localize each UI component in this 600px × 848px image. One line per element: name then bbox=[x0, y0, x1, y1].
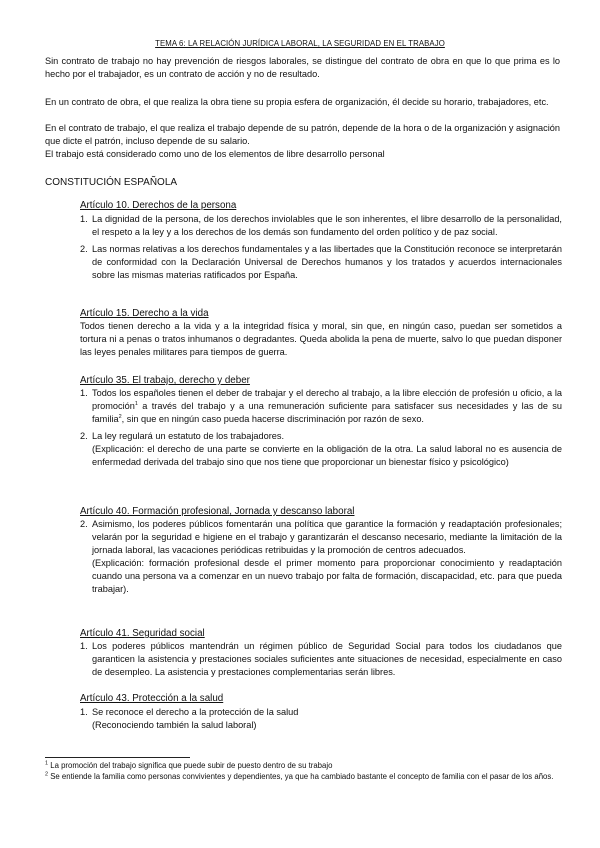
item-number: 2. bbox=[80, 244, 88, 255]
article-35-list bbox=[80, 387, 562, 474]
footnote-mark: 1 bbox=[45, 760, 49, 767]
article-10-title: Artículo 10. Derechos de la persona bbox=[80, 200, 237, 211]
list-item bbox=[80, 706, 562, 732]
article-41-list bbox=[80, 640, 562, 683]
item-number: 1. bbox=[80, 388, 88, 398]
item-number: 1. bbox=[80, 707, 88, 717]
item-text-c: , sin que en ningún caso pueda hacerse discriminación por razón de sexo. bbox=[121, 414, 424, 425]
footnote-ref-2[interactable]: 2 bbox=[118, 414, 122, 421]
intro-paragraph-2: En un contrato de obra, el que realiza la obra tiene su propia esfera de organización, él decide su horario, trabajadores, etc. bbox=[45, 97, 549, 107]
intro-paragraph-3: En el contrato de trabajo, el que realiza el trabajo depende de su patrón, depende de la hora o de la organización y asignación que dicte el patrón, incluso depende de su salario. bbox=[45, 123, 560, 147]
explanation-note: (Reconociendo también la salud laboral) bbox=[92, 720, 257, 731]
article-10-list bbox=[80, 213, 562, 286]
explanation-note: (Explicación: el derecho de una parte se convierte en la obligación de la otra. La salud laboral no es ausencia de enfermedad derivada del trabajo sino que nos tiene que proporcionar un bienestar físico y psicológico) bbox=[92, 444, 562, 468]
footnote-mark: 2 bbox=[45, 771, 49, 778]
intro-paragraph-4: El trabajo está considerado como uno de los elementos de libre desarrollo personal bbox=[45, 149, 385, 159]
list-item bbox=[80, 213, 562, 239]
article-15-text: Todos tienen derecho a la vida y a la integridad física y moral, sin que, en ningún caso, puedan ser sometidos a tortura ni a penas o tratos inhumanos o degradantes. Queda abolida la pena de muerte, salvo lo que puedan disponer las leyes penales militares para tiempos de guerra. bbox=[80, 321, 562, 358]
intro-paragraph-1: Sin contrato de trabajo no hay prevención de riesgos laborales, se distingue del contrato de obra en que lo que prima es lo hecho por el trabajador, es un contrato de acción y no de resultado. bbox=[45, 56, 560, 80]
article-15-title: Artículo 15. Derecho a la vida bbox=[80, 308, 209, 319]
item-text: Los poderes públicos mantendrán un régimen público de Seguridad Social para todos los ciudadanos que garanticen la asistencia y prestaciones sociales suficientes ante situaciones de necesidad, especialmente en caso de desempleo. La asistencia y prestaciones complementarias serán libres. bbox=[92, 641, 562, 678]
article-40-list bbox=[80, 518, 562, 601]
article-43-list bbox=[80, 706, 562, 736]
list-item bbox=[80, 640, 562, 679]
item-text-a: Todos los españoles tienen el deber de trabajar y el derecho al trabajo, a la libre elección de profesión u oficio, a la promoción bbox=[92, 388, 562, 412]
footnote-separator bbox=[45, 757, 190, 758]
footnote-2 bbox=[45, 772, 560, 783]
explanation-note: (Explicación: formación profesional desde el primer momento para proporcionar conocimiento y readaptación cuando una persona va a comenzar en un nuevo trabajo por falta de formación, discapacidad, etc. para que pueda trabajar). bbox=[92, 558, 562, 595]
item-text: La dignidad de la persona, de los derechos inviolables que le son inherentes, el libre desarrollo de la personalidad, el respeto a la ley y a los derechos de los demás son fundamento del orden político y de paz social. bbox=[92, 214, 562, 238]
item-number: 1. bbox=[80, 641, 88, 651]
item-number: 2. bbox=[80, 519, 88, 529]
item-number: 2. bbox=[80, 431, 88, 442]
article-43-title: Artículo 43. Protección a la salud bbox=[80, 693, 224, 704]
article-35-title: Artículo 35. El trabajo, derecho y deber bbox=[80, 375, 250, 386]
footnote-1 bbox=[45, 761, 560, 772]
item-text: Las normas relativas a los derechos fundamentales y a las libertades que la Constitución reconoce se interpretarán de conformidad con la Declaración Universal de Derechos humanos y los tratados y acuerdos internacionales sobre las mismas materias ratificados por España. bbox=[92, 244, 562, 281]
footnote-text: La promoción del trabajo significa que puede subir de puesto dentro de su trabajo bbox=[50, 761, 333, 770]
page-title: TEMA 6: LA RELACIÓN JURÍDICA LABORAL, LA SEGURIDAD EN EL TRABAJO bbox=[155, 39, 445, 48]
section-heading: CONSTITUCIÓN ESPAÑOLA bbox=[45, 177, 178, 188]
list-item bbox=[80, 518, 562, 597]
footnote-text: Se entiende la familia como personas convivientes y dependientes, ya que ha cambiado bastante el concepto de familia con el pasar de los años. bbox=[50, 772, 554, 781]
footnote-ref-1[interactable]: 1 bbox=[134, 401, 138, 408]
item-text-b: a través del trabajo y a una remuneración suficiente para satisfacer sus necesidades y las de su familia bbox=[92, 401, 562, 425]
article-40-title: Artículo 40. Formación profesional, Jornada y descanso laboral bbox=[80, 506, 355, 517]
article-41-title: Artículo 41. Seguridad social bbox=[80, 628, 205, 639]
item-text: Asimismo, los poderes públicos fomentarán una política que garantice la formación y readaptación profesionales; velarán por la seguridad e higiene en el trabajo y garantizarán el descanso necesario, mediante la limitación de la jornada laboral, las vacaciones periódicas retribuidas y la promoción de centros adecuados. bbox=[92, 519, 562, 556]
list-item bbox=[80, 430, 562, 469]
list-item bbox=[80, 387, 562, 426]
item-text: Se reconoce el derecho a la protección de la salud bbox=[92, 707, 299, 717]
item-text: La ley regulará un estatuto de los trabajadores. bbox=[92, 431, 285, 442]
list-item bbox=[80, 243, 562, 282]
item-number: 1. bbox=[80, 214, 88, 224]
